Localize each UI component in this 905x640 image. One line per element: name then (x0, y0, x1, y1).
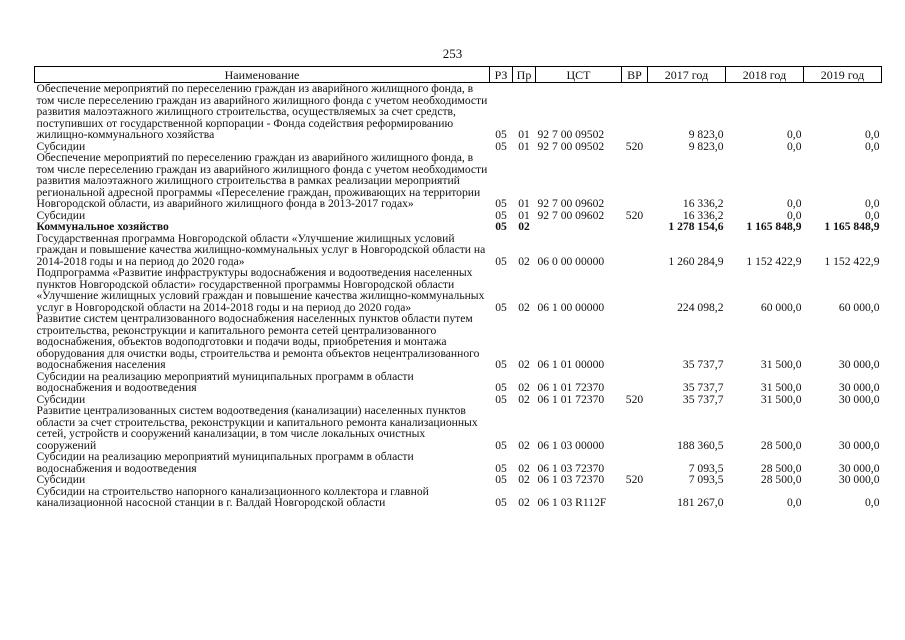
row-2017: 35 737,7 (682, 392, 724, 406)
row-vr (622, 371, 648, 394)
row-pr: 01 (518, 139, 530, 153)
row-vr: 520 (625, 208, 644, 222)
row-name: Субсидии на реализацию мероприятий муниципальных программ в области водоснабжения и водоотведения (36, 369, 414, 394)
table-row (35, 371, 882, 394)
row-vr (622, 83, 648, 141)
row-2017: 16 336,2 (682, 208, 724, 222)
row-name: Коммунальное хозяйство (36, 220, 169, 233)
row-2017: 1 278 154,6 (668, 220, 724, 233)
row-cst (536, 221, 622, 233)
row-cst: 06 1 03 72370 (537, 473, 605, 486)
row-vr: 520 (625, 392, 644, 406)
row-pr: 01 (518, 197, 530, 210)
row-name: Обеспечение мероприятий по переселению граждан из аварийного жилищного фонда, в том числе переселению граждан из аварийного жилищного фонда с учетом необходимости развития малоэтажного жилищного строительства, осуществляемых за счет средств, поступивших от государственной корпорации - Фонда содействия реформированию жилищно-коммунального хозяйства (36, 82, 488, 141)
row-2018: 0,0 (787, 197, 802, 210)
row-name: Подпрограмма «Развитие инфраструктуры водоснабжения и водоотведения населенных пунктов Новгородской области» государственной программы Новгородской области «Улучшение жилищных условий граждан и повышение качества жилищно-коммунальных услуг в Новгородской области на 2014-2018 годы и на период до 2020 года» (36, 266, 485, 314)
row-cst: 92 7 00 09502 (537, 139, 605, 153)
row-cst: 06 1 00 00000 (537, 300, 605, 314)
row-2019: 0,0 (865, 139, 880, 153)
row-name: Обеспечение мероприятий по переселению граждан из аварийного жилищного фонда, в том числе переселению граждан из аварийного жилищного фонда с учетом необходимости развития малоэтажного жилищного строительства в рамках реализации мероприятий региональной адресной программы «Переселение граждан, проживающих на территории Новгородской области, из аварийного жилищного фонда в 2013-2017 годах» (36, 151, 488, 210)
row-pr: 02 (518, 300, 530, 314)
row-vr (622, 152, 648, 210)
row-rz: 05 (495, 220, 507, 233)
row-2019: 30 000,0 (838, 358, 880, 371)
row-2017: 35 737,7 (682, 358, 724, 371)
row-2018: 0,0 (787, 128, 802, 141)
row-pr: 02 (518, 254, 530, 268)
row-2017: 35 737,7 (682, 381, 724, 394)
row-cst: 06 1 01 00000 (537, 358, 605, 371)
table-row (35, 313, 882, 371)
row-cst: 06 0 00 00000 (537, 254, 605, 268)
row-cst: 06 1 01 72370 (537, 392, 605, 406)
row-2018: 0,0 (787, 139, 802, 153)
row-2019: 0,0 (865, 496, 880, 509)
row-2018: 60 000,0 (760, 300, 802, 314)
row-rz: 05 (495, 496, 507, 509)
row-rz: 05 (495, 139, 507, 153)
row-2017: 9 823,0 (688, 139, 724, 153)
row-2018: 1 165 848,9 (746, 220, 802, 233)
table-body (35, 83, 882, 509)
row-name: Субсидии на строительство напорного канализационного коллектора и главной канализационной насосной станции в г. Валдай Новгородской области (36, 484, 429, 509)
row-2018: 0,0 (787, 208, 802, 222)
header-cst: ЦСТ (536, 67, 622, 83)
row-pr: 02 (518, 358, 530, 371)
row-rz: 05 (495, 473, 507, 486)
row-cst: 06 1 01 72370 (537, 381, 605, 394)
row-2018: 1 152 422,9 (746, 254, 802, 268)
row-pr: 02 (518, 473, 530, 486)
row-2019: 30 000,0 (838, 438, 880, 452)
table-row (35, 405, 882, 451)
row-name: Развитие систем централизованного водоснабжения населенных пунктов области путем строительства, реконструкции и капитального ремонта сетей централизованного водоснабжения, объектов водоподготовки и подачи воды, приобретения и монтажа оборудования для очистки воды, строительства и ремонта объектов нецентрализованного водоснабжения населения (36, 312, 480, 371)
row-2018: 28 500,0 (760, 438, 802, 452)
header-rz: РЗ (490, 67, 513, 83)
table-row (35, 152, 882, 210)
row-rz: 05 (495, 254, 507, 268)
row-pr: 01 (518, 128, 530, 141)
row-rz: 05 (495, 208, 507, 222)
table-row (35, 221, 882, 233)
row-vr: 520 (625, 473, 644, 486)
row-2017: 1 260 284,9 (668, 254, 724, 268)
table-row (35, 267, 882, 313)
row-2019: 60 000,0 (838, 300, 880, 314)
row-name: Субсидии (36, 139, 86, 153)
row-2019: 0,0 (865, 208, 880, 222)
row-name: Развитие централизованных систем водоотведения (канализации) населенных пунктов области за счет строительства, реконструкции и капитального ремонта канализационных сетей, устройств и сооружений канализации, в том числе локальных очистных сооружений (36, 404, 478, 452)
row-2017: 16 336,2 (682, 197, 724, 210)
row-rz: 05 (495, 381, 507, 394)
row-2017: 9 823,0 (688, 128, 724, 141)
row-2019: 30 000,0 (838, 461, 880, 475)
row-pr: 02 (518, 392, 530, 406)
row-2019: 0,0 (865, 128, 880, 141)
row-rz: 05 (495, 197, 507, 210)
header-2018: 2018 год (726, 67, 804, 83)
row-rz: 05 (495, 461, 507, 475)
row-vr (622, 405, 648, 451)
row-cst: 92 7 00 09502 (537, 128, 605, 141)
row-cst: 06 1 03 00000 (537, 438, 605, 452)
table-row (35, 451, 882, 474)
row-2019: 1 165 848,9 (824, 220, 880, 233)
row-2018: 0,0 (787, 496, 802, 509)
header-2017: 2017 год (648, 67, 726, 83)
row-2019: 30 000,0 (838, 473, 880, 486)
row-2018: 28 500,0 (760, 473, 802, 486)
row-pr: 02 (518, 461, 530, 475)
row-2019: 30 000,0 (838, 381, 880, 394)
table-row (35, 83, 882, 141)
row-2017: 181 267,0 (677, 496, 724, 509)
table-row (35, 233, 882, 268)
row-name: Субсидии (36, 473, 86, 486)
row-2017: 7 093,5 (688, 461, 724, 475)
table-header-row (35, 67, 882, 83)
row-vr (622, 451, 648, 474)
row-2018: 31 500,0 (760, 358, 802, 371)
row-rz: 05 (495, 300, 507, 314)
header-vr: ВР (622, 67, 648, 83)
row-rz: 05 (495, 392, 507, 406)
row-name: Субсидии (36, 208, 86, 222)
row-pr: 02 (518, 496, 530, 509)
header-pr: Пр (513, 67, 536, 83)
row-vr (622, 267, 648, 313)
row-pr: 02 (518, 220, 530, 233)
row-vr (622, 233, 648, 268)
row-2017: 224 098,2 (677, 300, 724, 314)
row-2019: 30 000,0 (838, 392, 880, 406)
row-pr: 02 (518, 381, 530, 394)
row-pr: 02 (518, 438, 530, 452)
table-row (35, 474, 882, 486)
row-name: Субсидии (36, 392, 86, 406)
row-2017: 7 093,5 (688, 473, 724, 486)
row-2018: 31 500,0 (760, 392, 802, 406)
page-number: 253 (442, 46, 463, 61)
row-cst: 92 7 00 09602 (537, 197, 605, 210)
row-rz: 05 (495, 358, 507, 371)
row-rz: 05 (495, 128, 507, 141)
row-vr (622, 221, 648, 233)
row-vr (622, 486, 648, 509)
row-2019: 1 152 422,9 (824, 254, 880, 268)
row-rz: 05 (495, 438, 507, 452)
row-2017: 188 360,5 (677, 438, 724, 452)
row-vr (622, 313, 648, 371)
row-2018: 31 500,0 (760, 381, 802, 394)
row-cst: 06 1 03 R112F (537, 496, 607, 509)
header-2019: 2019 год (804, 67, 882, 83)
row-name: Субсидии на реализацию мероприятий муниципальных программ в области водоснабжения и водоотведения (36, 450, 414, 475)
row-2018: 28 500,0 (760, 461, 802, 475)
table-row (35, 486, 882, 509)
row-name: Государственная программа Новгородской области «Улучшение жилищных условий граждан и повышение качества жилищно-коммунальных услуг в Новгородской области на 2014-2018 годы и на период до 2020 года» (36, 231, 486, 268)
header-name: Наименование (35, 67, 490, 83)
row-2019: 0,0 (865, 197, 880, 210)
row-cst: 06 1 03 72370 (537, 461, 605, 475)
row-pr: 01 (518, 208, 530, 222)
row-vr: 520 (625, 139, 644, 153)
budget-table (34, 66, 882, 509)
row-cst: 92 7 00 09602 (537, 208, 605, 222)
